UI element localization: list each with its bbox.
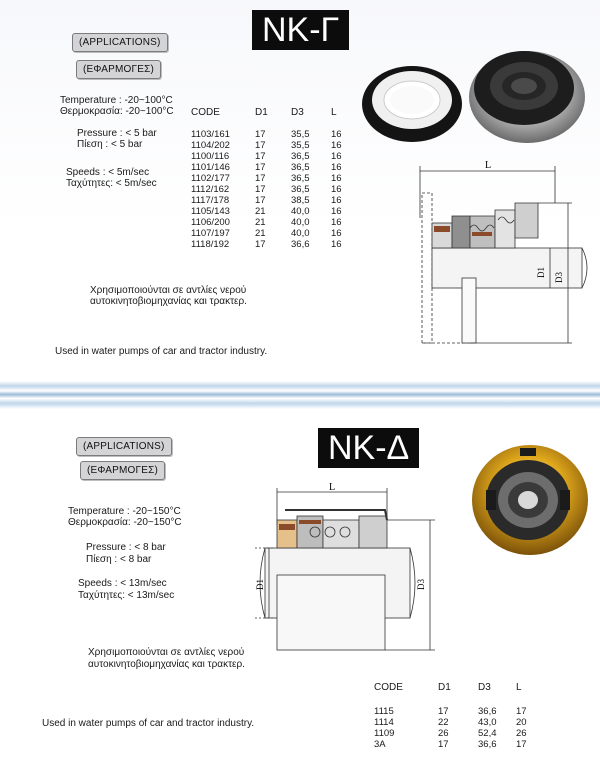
cell-code: 1118/192 xyxy=(191,239,230,250)
cell-code: 1102/177 xyxy=(191,173,230,184)
dim-d1-label: D1 xyxy=(255,579,265,590)
cell-l: 16 xyxy=(331,129,342,140)
table-header-row xyxy=(191,104,351,120)
pressure-en: Pressure : < 8 bar xyxy=(86,542,166,553)
cell-l: 16 xyxy=(331,206,342,217)
temperature-en: Temperature : -20~100°C xyxy=(60,95,173,106)
table-row xyxy=(191,173,351,184)
cell-l: 16 xyxy=(331,162,342,173)
col-l: L xyxy=(516,681,522,693)
table-row xyxy=(374,739,536,750)
speeds-en: Speeds : < 5m/sec xyxy=(66,167,150,178)
cell-code: 1106/200 xyxy=(191,217,230,228)
brass-seal-icon xyxy=(472,445,588,555)
cell-code: 1107/197 xyxy=(191,228,230,239)
cell-d1: 17 xyxy=(438,706,449,717)
cell-l: 16 xyxy=(331,239,342,250)
applications-label-gr: (ΕΦΑΡΜΟΓΕΣ) xyxy=(76,60,161,79)
col-l: L xyxy=(331,106,337,118)
cell-d3: 36,5 xyxy=(291,173,310,184)
cell-l: 17 xyxy=(516,706,527,717)
table-row xyxy=(191,140,351,151)
applications-label-en: (APPLICATIONS) xyxy=(76,437,172,456)
usage-gr-line1: Χρησιμοποιούνται σε αντλίες νερού xyxy=(90,285,247,296)
product-title: NK-Γ xyxy=(252,10,349,50)
usage-en: Used in water pumps of car and tractor industry. xyxy=(42,718,255,729)
col-code: CODE xyxy=(374,681,403,693)
temperature-gr: Θερμοκρασία: -20~150°C xyxy=(68,517,182,528)
technical-drawing-nk-delta xyxy=(225,480,440,655)
table-row xyxy=(191,162,351,173)
cell-code: 1114 xyxy=(374,717,394,728)
cell-l: 16 xyxy=(331,173,342,184)
cell-d3: 36,6 xyxy=(478,739,497,750)
cell-l: 17 xyxy=(516,739,527,750)
ceramic-ring-icon xyxy=(362,66,462,142)
cell-code: 1105/143 xyxy=(191,206,230,217)
cell-code: 1104/202 xyxy=(191,140,230,151)
cell-l: 16 xyxy=(331,184,342,195)
cell-d1: 17 xyxy=(255,184,266,195)
table-row xyxy=(374,717,536,728)
cell-d3: 36,5 xyxy=(291,162,310,173)
applications-label-gr: (ΕΦΑΡΜΟΓΕΣ) xyxy=(80,461,165,480)
dim-l-label: L xyxy=(329,482,336,493)
dim-d1-label: D1 xyxy=(536,267,546,278)
cell-d3: 36,5 xyxy=(291,151,310,162)
cell-code: 1115 xyxy=(374,706,394,717)
cell-code: 3A xyxy=(374,739,386,750)
seal-photo xyxy=(468,440,593,560)
cell-d3: 40,0 xyxy=(291,206,310,217)
product-title: NK-Δ xyxy=(318,428,419,468)
table-row xyxy=(374,728,536,739)
usage-gr-line2: αυτοκινητοβιομηχανίας και τρακτερ. xyxy=(88,659,245,670)
cell-l: 16 xyxy=(331,195,342,206)
pressure-gr: Πίεση : < 8 bar xyxy=(86,554,152,565)
table-row xyxy=(191,151,351,162)
cell-l: 16 xyxy=(331,140,342,151)
pressure-gr: Πίεση : < 5 bar xyxy=(77,139,143,150)
pressure-en: Pressure : < 5 bar xyxy=(77,128,157,139)
table-row xyxy=(191,195,351,206)
cell-d1: 26 xyxy=(438,728,449,739)
table-row xyxy=(191,239,351,250)
cell-d3: 36,6 xyxy=(478,706,497,717)
cell-d1: 17 xyxy=(255,195,266,206)
cell-d3: 40,0 xyxy=(291,228,310,239)
seal-photo xyxy=(352,42,597,147)
technical-drawing-nk-gamma xyxy=(410,158,595,358)
table-body xyxy=(374,706,536,750)
table-row xyxy=(191,184,351,195)
table-row xyxy=(191,206,351,217)
cell-l: 20 xyxy=(516,717,527,728)
table-row xyxy=(191,217,351,228)
cell-code: 1103/161 xyxy=(191,129,230,140)
col-d1: D1 xyxy=(438,681,451,693)
table-body xyxy=(191,129,351,250)
cell-d1: 17 xyxy=(255,140,266,151)
cell-d3: 36,5 xyxy=(291,184,310,195)
table-row xyxy=(374,706,536,717)
cell-l: 16 xyxy=(331,217,342,228)
table-row xyxy=(191,129,351,140)
cell-code: 1101/146 xyxy=(191,162,230,173)
usage-gr-line1: Χρησιμοποιούνται σε αντλίες νερού xyxy=(88,647,245,658)
cell-d3: 40,0 xyxy=(291,217,310,228)
table-row xyxy=(191,228,351,239)
cell-d1: 17 xyxy=(255,239,266,250)
table-header-row xyxy=(374,680,536,694)
cell-d3: 52,4 xyxy=(478,728,497,739)
cell-d3: 43,0 xyxy=(478,717,497,728)
col-d1: D1 xyxy=(255,106,268,118)
dim-d3-label: D3 xyxy=(554,272,564,283)
cell-code: 1100/116 xyxy=(191,151,230,162)
cell-d3: 38,5 xyxy=(291,195,310,206)
speeds-gr: Ταχύτητες: < 13m/sec xyxy=(78,590,175,601)
speeds-gr: Ταχύτητες: < 5m/sec xyxy=(66,178,157,189)
spec-table-nk-gamma xyxy=(191,104,351,250)
cell-d1: 17 xyxy=(438,739,449,750)
temperature-en: Temperature : -20~150°C xyxy=(68,506,181,517)
cell-l: 16 xyxy=(331,151,342,162)
col-code: CODE xyxy=(191,106,220,118)
col-d3: D3 xyxy=(478,681,491,693)
cell-l: 26 xyxy=(516,728,527,739)
cell-d1: 22 xyxy=(438,717,449,728)
cell-l: 16 xyxy=(331,228,342,239)
cell-d1: 21 xyxy=(255,206,266,217)
dim-l-label: L xyxy=(485,160,492,171)
cell-code: 1109 xyxy=(374,728,395,739)
cell-d1: 17 xyxy=(255,129,266,140)
cell-d1: 17 xyxy=(255,162,266,173)
seal-unit-icon xyxy=(469,51,585,143)
temperature-gr: Θερμοκρασία: -20~100°C xyxy=(60,106,174,117)
applications-label-en: (APPLICATIONS) xyxy=(72,33,168,52)
cell-d3: 36,6 xyxy=(291,239,310,250)
usage-en: Used in water pumps of car and tractor industry. xyxy=(55,346,268,357)
col-d3: D3 xyxy=(291,106,304,118)
speeds-en: Speeds : < 13m/sec xyxy=(78,578,167,589)
cell-d1: 21 xyxy=(255,217,266,228)
cell-code: 1112/162 xyxy=(191,184,230,195)
spec-table-nk-delta xyxy=(374,680,536,750)
usage-gr-line2: αυτοκινητοβιομηχανίας και τρακτερ. xyxy=(90,296,247,307)
cell-d1: 17 xyxy=(255,151,266,162)
cell-d3: 35,5 xyxy=(291,140,310,151)
cell-d1: 17 xyxy=(255,173,266,184)
cell-d3: 35,5 xyxy=(291,129,310,140)
cell-code: 1117/178 xyxy=(191,195,230,206)
dim-d3-label: D3 xyxy=(416,579,426,590)
cell-d1: 21 xyxy=(255,228,266,239)
section-divider xyxy=(0,381,600,409)
